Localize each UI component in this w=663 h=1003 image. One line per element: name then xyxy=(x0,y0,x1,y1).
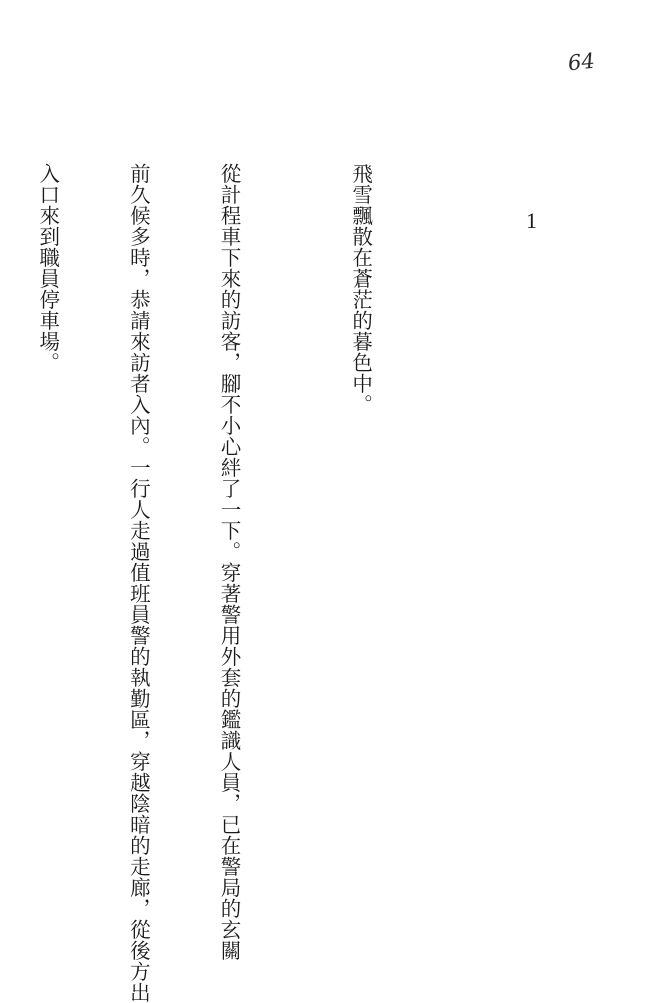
text-column: 飛雪飄散在蒼茫的暮色中。 xyxy=(348,163,373,415)
text-column: 入口來到職員停車場。 xyxy=(35,163,60,373)
page-number: 64 xyxy=(566,48,596,76)
text-column: 從計程車下來的訪客，腳不小心絆了一下。穿著警用外套的鑑識人員，已在警局的玄關 xyxy=(216,163,241,961)
chapter-number: 1 xyxy=(526,208,537,233)
text-column: 前久候多時，恭請來訪者入內。一行人走過值班員警的執勤區，穿越陰暗的走廊，從後方出 xyxy=(126,163,151,1003)
body-text xyxy=(0,163,477,1003)
